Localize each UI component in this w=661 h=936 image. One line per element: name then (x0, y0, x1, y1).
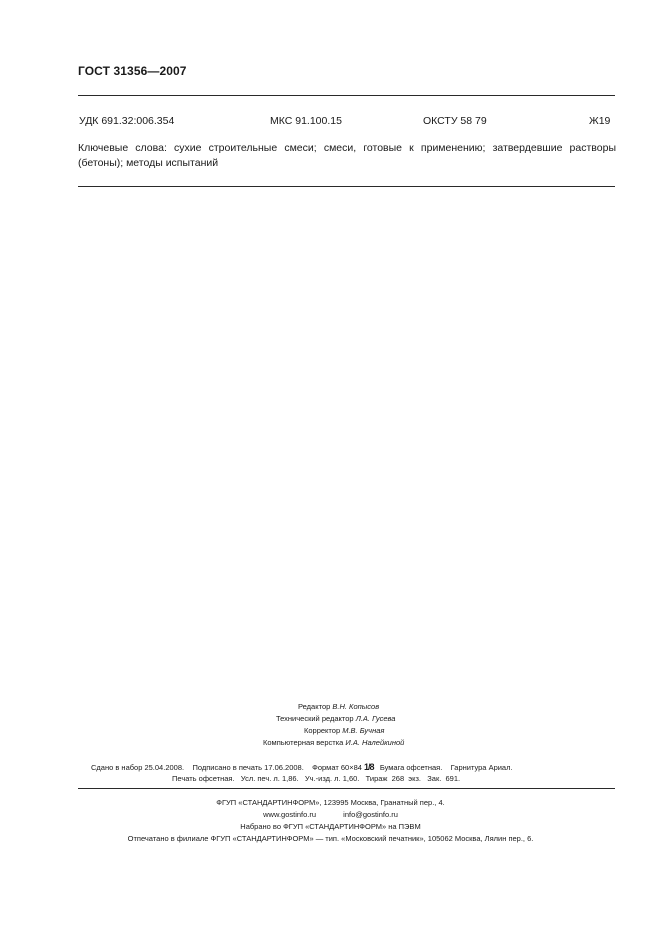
top-divider (78, 95, 615, 96)
okstu-code: ОКСТУ 58 79 (423, 115, 487, 127)
credit-person: Л.А. Гусева (355, 714, 396, 723)
keywords-paragraph: Ключевые слова: сухие строительные смеси; смеси, готовые к применению; затвердевшие растворы (бетоны); методы испытаний (78, 142, 616, 169)
credit-role: Редактор (298, 702, 331, 711)
credit-role: Корректор (304, 726, 341, 735)
credit-role: Технический редактор (276, 714, 354, 723)
typeface: Гарнитура Ариал. (450, 763, 513, 772)
credit-layout (263, 738, 404, 747)
signed-date: Подписано в печать 17.06.2008. (192, 763, 304, 772)
publisher-address: ФГУП «СТАНДАРТИНФОРМ», 123995 Москва, Гранатный пер., 4. (216, 798, 445, 807)
print-details-line2: Печать офсетная. Усл. печ. л. 1,86. Уч.-изд. л. 1,60. Тираж 268 экз. Зак. 691. (172, 774, 461, 783)
keywords-divider (78, 186, 615, 187)
typeset-note: Набрано во ФГУП «СТАНДАРТИНФОРМ» на ПЭВМ (240, 822, 421, 831)
credit-person: И.А. Налейкиной (345, 738, 405, 747)
credit-role: Компьютерная верстка (263, 738, 344, 747)
bottom-divider (78, 788, 615, 789)
credit-person: В.Н. Копысов (332, 702, 380, 711)
print-details-line1 (91, 762, 513, 772)
credit-corrector (304, 726, 384, 735)
publisher-email: info@gostinfo.ru (343, 810, 398, 819)
group-code: Ж19 (589, 115, 611, 127)
paper-format: Формат 60×84 (312, 763, 362, 772)
credit-editor (298, 702, 379, 711)
mks-code: МКС 91.100.15 (270, 115, 342, 127)
udk-code: УДК 691.32:006.354 (79, 115, 175, 127)
publisher-contacts (0, 810, 661, 819)
standard-number: ГОСТ 31356—2007 (78, 64, 187, 78)
credit-tech-editor (276, 714, 395, 723)
format-fraction: 1/8 (364, 762, 374, 772)
credit-person: М.В. Бучная (342, 726, 385, 735)
paper-type: Бумага офсетная. (379, 763, 443, 772)
typeset-date: Сдано в набор 25.04.2008. (91, 763, 185, 772)
printed-note: Отпечатано в филиале ФГУП «СТАНДАРТИНФОРМ» — тип. «Московский печатник», 105062 Москва, Лялин пер., 6. (127, 834, 534, 843)
publisher-website: www.gostinfo.ru (263, 810, 317, 819)
